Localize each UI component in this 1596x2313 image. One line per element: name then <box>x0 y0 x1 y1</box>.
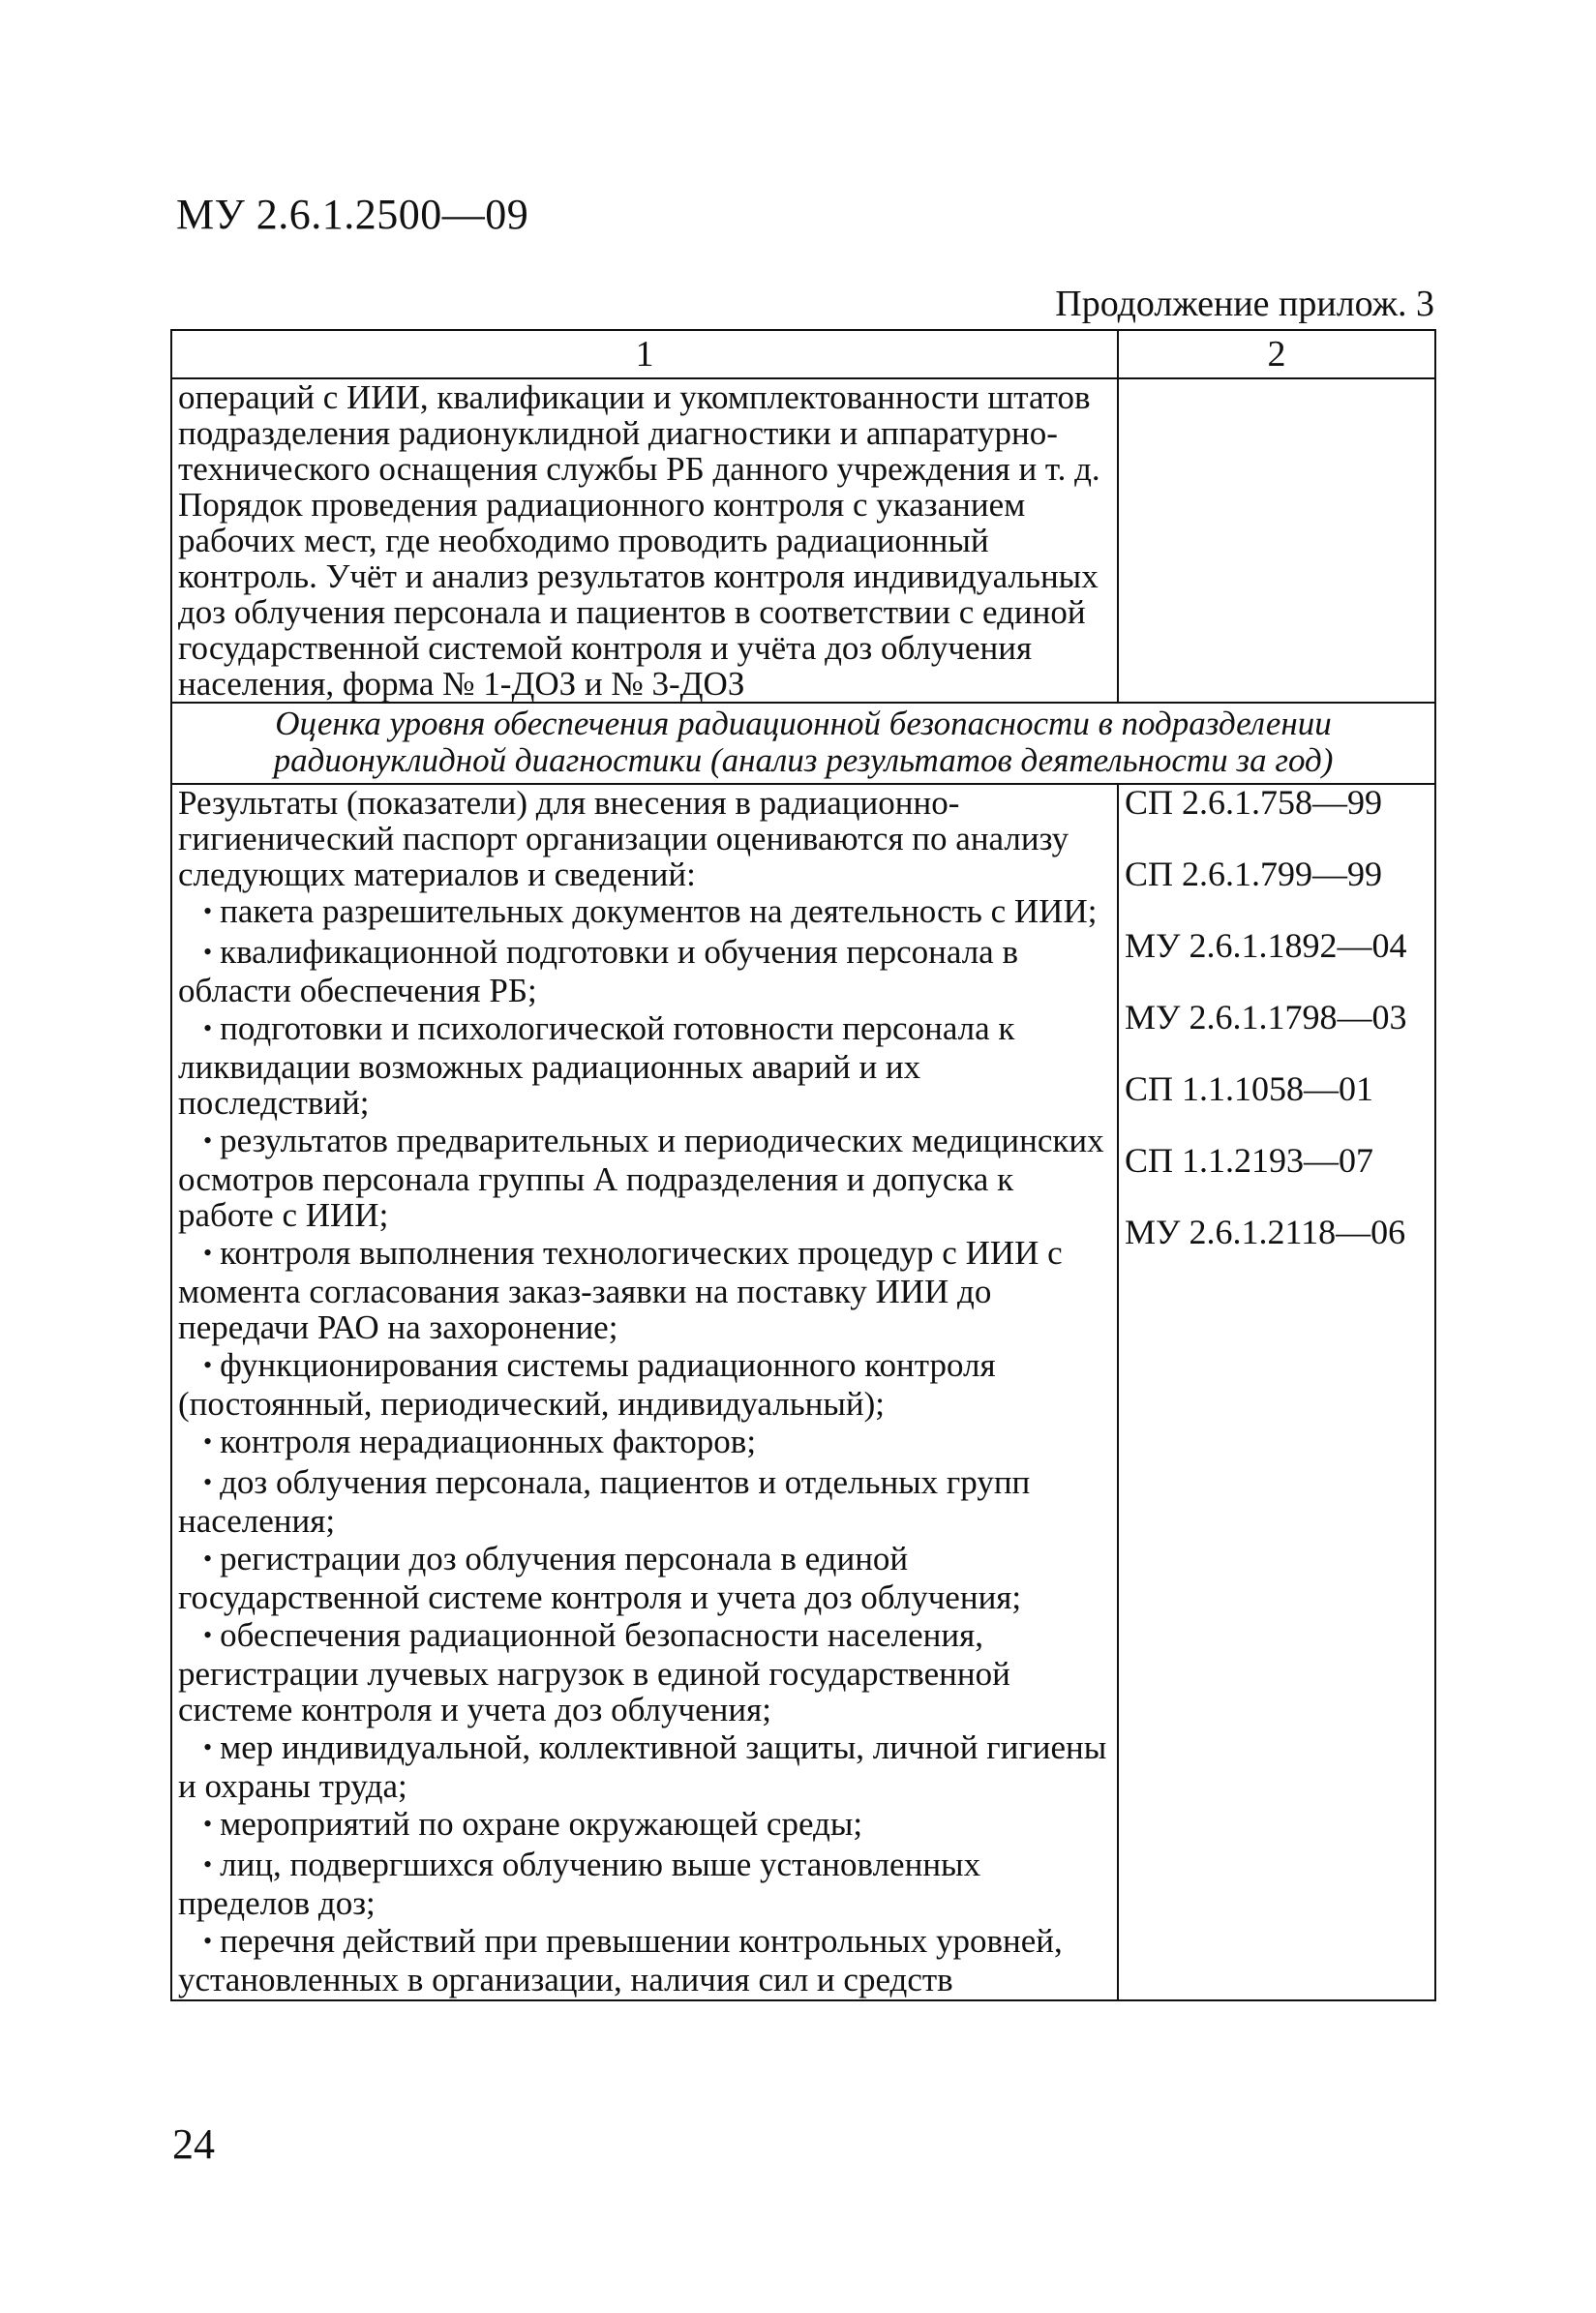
reference-item: СП 1.1.2193—07 <box>1125 1141 1374 1180</box>
bullet-icon: • <box>203 1239 213 1267</box>
list-item-text: мер индивидуальной, коллективной защиты, личной гигиены и охраны труда; <box>178 1728 1107 1805</box>
list-item <box>178 934 1113 1008</box>
list-item-text: перечня действий при превышении контрольных уровней, установленных в организации, наличия сил и средств <box>178 1922 1063 1998</box>
bullet-icon: • <box>203 1126 213 1155</box>
reference-item: СП 2.6.1.799—99 <box>1125 855 1383 893</box>
list-item <box>178 1235 1113 1345</box>
reference-item: МУ 2.6.1.2118—06 <box>1125 1213 1406 1251</box>
reference-list <box>1125 785 1430 1286</box>
list-item <box>178 1847 1113 1921</box>
list-item-text: лиц, подвергшихся облучению выше установленных пределов доз; <box>178 1846 981 1922</box>
list-item-text: пакета разрешительных документов на деятельность с ИИИ; <box>220 892 1098 930</box>
bullet-icon: • <box>203 897 213 925</box>
bullet-icon: • <box>203 1468 213 1496</box>
list-item-text: контроля выполнения технологических процедур с ИИИ с момента согласования заказ-заявки на поставку ИИИ до передачи РАО на захоронение; <box>178 1234 1063 1346</box>
list-item-text: доз облучения персонала, пациентов и отдельных групп населения; <box>178 1463 1031 1540</box>
bullet-icon: • <box>203 1427 213 1456</box>
list-item <box>178 1541 1113 1615</box>
list-item <box>178 1464 1113 1539</box>
bullet-icon: • <box>203 1733 213 1761</box>
list-item <box>178 1617 1113 1727</box>
bullet-icon: • <box>203 1014 213 1042</box>
list-item-text: квалификационной подготовки и обучения персонала в области обеспечения РБ; <box>178 933 1018 1009</box>
table-cell-empty <box>1118 378 1435 703</box>
list-item-text: подготовки и психологической готовности персонала к ликвидации возможных радиационных аварий и их последствий; <box>178 1009 1015 1122</box>
bullet-icon: • <box>203 1927 213 1955</box>
reference-item: МУ 2.6.1.1798—03 <box>1125 998 1407 1036</box>
list-item-text: регистрации доз облучения персонала в единой государственной системе контроля и учета доз облучения; <box>178 1540 1022 1616</box>
list-item <box>178 893 1113 932</box>
section-heading: Оценка уровня обеспечения радиационной безопасности в подразделении радионуклидной диагностики (анализ результатов деятельности за год) <box>171 703 1435 784</box>
list-item-text: обеспечения радиационной безопасности населения, регистрации лучевых нагрузок в единой государственной системе контроля и учета доз облучения; <box>178 1616 1010 1728</box>
list-item-text: контроля нерадиационных факторов; <box>220 1423 757 1460</box>
section-heading-row <box>171 703 1435 784</box>
bullet-icon: • <box>203 1545 213 1573</box>
column-header-2: 2 <box>1118 330 1435 378</box>
bullet-icon: • <box>203 1810 213 1838</box>
bullet-icon: • <box>203 1621 213 1649</box>
table-row <box>171 784 1435 2000</box>
list-item <box>178 1123 1113 1233</box>
list-item <box>178 1923 1113 1998</box>
list-item-text: мероприятий по охране окружающей среды; <box>220 1805 863 1843</box>
continuation-label: Продолжение прилож. 3 <box>1055 284 1434 324</box>
table-cell <box>171 784 1118 2000</box>
list-item <box>178 1806 1113 1845</box>
list-item <box>178 1424 1113 1462</box>
list-item <box>178 1347 1113 1422</box>
bullet-icon: • <box>203 1850 213 1878</box>
reference-item: СП 2.6.1.758—99 <box>1125 783 1383 822</box>
row1-text: операций с ИИИ, квалификации и укомплектованности штатов подразделения радионуклидной диагностики и аппаратурно-технического оснащения службы РБ данного учреждения и т. д. Порядок проведения радиационного контроля с указанием рабочих мест, где необходимо проводить радиационный контроль. Учёт и анализ результатов контроля индивидуальных доз облучения персонала и пациентов в соответствии с единой государственной системой контроля и учёта доз облучения населения, форма № 1-ДОЗ и № 3-ДОЗ <box>178 378 1100 703</box>
list-item-text: функционирования системы радиационного контроля (постоянный, периодический, индивидуальный); <box>178 1346 996 1423</box>
table-cell <box>171 378 1118 703</box>
reference-item: СП 1.1.1058—01 <box>1125 1069 1374 1108</box>
table-row <box>171 378 1435 703</box>
row3-intro: Результаты (показатели) для внесения в радиационно-гигиенический паспорт организации оцениваются по анализу следующих материалов и сведений: <box>178 784 1069 893</box>
bullet-list <box>178 893 1113 1998</box>
requirements-table <box>170 329 1436 2001</box>
document-code: МУ 2.6.1.2500—09 <box>176 191 529 238</box>
page-number: 24 <box>172 2120 215 2168</box>
bullet-icon: • <box>203 1351 213 1379</box>
list-item-text: результатов предварительных и периодических медицинских осмотров персонала группы А подразделения и допуска к работе с ИИИ; <box>178 1122 1104 1234</box>
column-header-1: 1 <box>171 330 1118 378</box>
table-header-row <box>171 330 1435 378</box>
list-item <box>178 1729 1113 1804</box>
bullet-icon: • <box>203 938 213 966</box>
table-cell-references <box>1118 784 1435 2000</box>
list-item <box>178 1010 1113 1121</box>
reference-item: МУ 2.6.1.1892—04 <box>1125 926 1407 965</box>
